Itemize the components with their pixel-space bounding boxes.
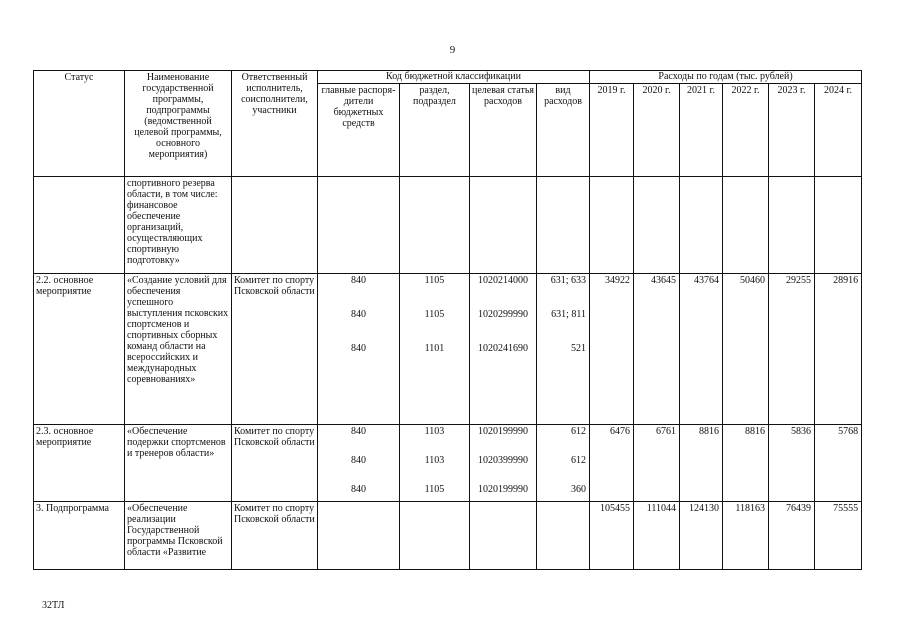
header-year-2023: 2023 г. [769,84,815,177]
value-2024 [815,177,862,274]
table-row [34,425,862,502]
header-year-2019: 2019 г. [590,84,634,177]
name-cell: спортивного резерва области, в том числе: финансовое обеспечение организаций, осуществляющих спортивную подготовку» [125,177,232,274]
value-2024: 5768 [815,425,862,502]
header-expense-type: вид расходов [537,84,590,177]
header-year-2021: 2021 г. [680,84,723,177]
grbs-cell: 840 840 840 [318,425,400,502]
expense-type-cell: 612 612 360 [537,425,590,502]
value-2022: 8816 [723,425,769,502]
responsible-cell [232,177,318,274]
section-cell [400,502,470,570]
footer-code: 32ТЛ [42,600,65,611]
value-2021 [680,177,723,274]
header-year-2020: 2020 г. [634,84,680,177]
value-2021: 43764 [680,274,723,425]
value-2023: 29255 [769,274,815,425]
responsible-cell: Комитет по спорту Псковской области [232,274,318,425]
value-2024: 28916 [815,274,862,425]
value-2019: 6476 [590,425,634,502]
target-cell: 1020214000 1020299990 1020241690 [470,274,537,425]
header-target: целевая статья расходов [470,84,537,177]
value-2024: 75555 [815,502,862,570]
name-cell: «Обеспечение подержки спортсменов и тренеров области» [125,425,232,502]
value-2022: 50460 [723,274,769,425]
section-cell: 1103 1103 1105 [400,425,470,502]
table-row [34,502,862,570]
status-cell [34,177,125,274]
target-cell: 1020199990 1020399990 1020199990 [470,425,537,502]
value-2019 [590,177,634,274]
grbs-cell: 840 840 840 [318,274,400,425]
value-2019: 105455 [590,502,634,570]
expense-type-cell [537,177,590,274]
header-status: Статус [34,71,125,177]
page-number: 9 [449,44,456,56]
header-section: раздел, подраздел [400,84,470,177]
header-grbs: главные распоря-дители бюджетных средств [318,84,400,177]
expense-type-cell: 631; 633 631; 811 521 [537,274,590,425]
header-responsible: Ответственный исполнитель, соисполнители, участники [232,71,318,177]
responsible-cell: Комитет по спорту Псковской области [232,502,318,570]
status-cell: 2.2. основное мероприятие [34,274,125,425]
header-name: Наименование государственной программы, подпрограммы (ведомственной целевой программы, основного мероприятия) [125,71,232,177]
responsible-cell: Комитет по спорту Псковской области [232,425,318,502]
header-budget-code: Код бюджетной классификации [318,71,590,84]
table-row [34,177,862,274]
value-2021: 124130 [680,502,723,570]
value-2023: 5836 [769,425,815,502]
value-2020 [634,177,680,274]
header-expenses-by-year: Расходы по годам (тыс. рублей) [590,71,862,84]
value-2020: 111044 [634,502,680,570]
name-cell: «Создание условий для обеспечения успешного выступления псковских спортсменов и спортивных сборных команд области на всероссийских и международных соревнованиях» [125,274,232,425]
expense-type-cell [537,502,590,570]
header-year-2024: 2024 г. [815,84,862,177]
section-cell [400,177,470,274]
status-cell: 2.3. основное мероприятие [34,425,125,502]
value-2019: 34922 [590,274,634,425]
value-2023: 76439 [769,502,815,570]
header-year-2022: 2022 г. [723,84,769,177]
value-2020: 6761 [634,425,680,502]
section-cell: 1105 1105 1101 [400,274,470,425]
name-cell: «Обеспечение реализации Государственной программы Псковской области «Развитие [125,502,232,570]
grbs-cell [318,502,400,570]
value-2023 [769,177,815,274]
target-cell [470,177,537,274]
value-2020: 43645 [634,274,680,425]
header-row-1 [34,71,862,84]
value-2022 [723,177,769,274]
budget-table [33,70,862,570]
target-cell [470,502,537,570]
grbs-cell [318,177,400,274]
value-2021: 8816 [680,425,723,502]
table-row [34,274,862,425]
value-2022: 118163 [723,502,769,570]
status-cell: 3. Подпрограмма [34,502,125,570]
